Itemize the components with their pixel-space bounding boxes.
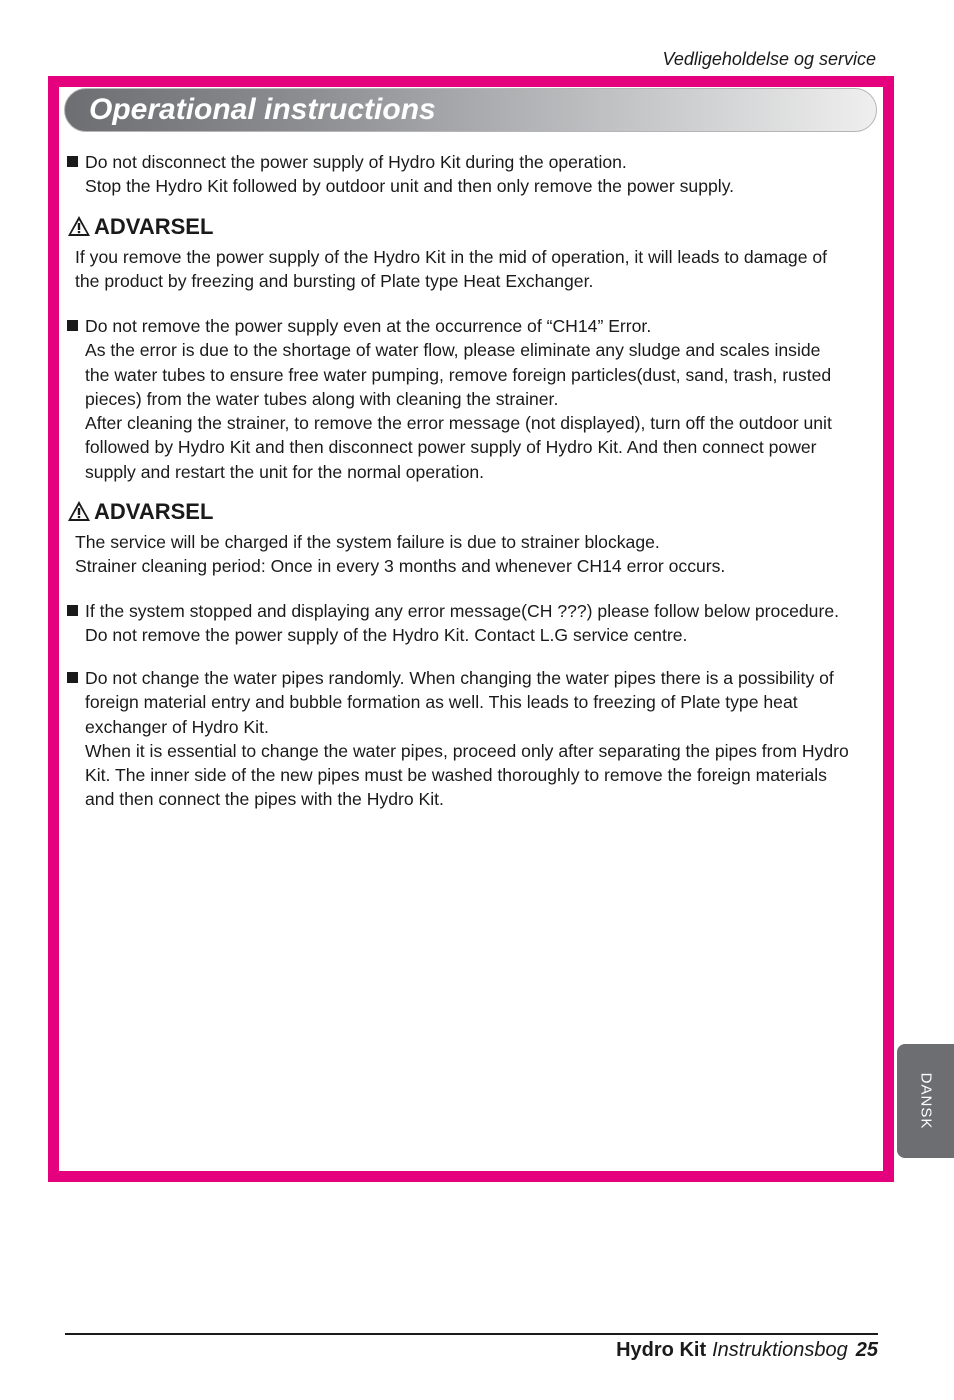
title-bar	[64, 88, 877, 132]
bullet-line: the water tubes to ensure free water pumping, remove foreign particles(dust, sand, trash, rusted	[85, 364, 832, 385]
warning-label: ADVARSEL	[94, 499, 214, 524]
bullet-line: followed by Hydro Kit and then disconnect power supply of Hydro Kit. And then connect power	[85, 437, 817, 458]
bullet-line: After cleaning the strainer, to remove the error message (not displayed), turn off the outdoor unit	[85, 413, 832, 434]
warning-block	[67, 498, 877, 579]
bullet-line: supply and restart the unit for the normal operation.	[85, 461, 485, 482]
bullet-item	[67, 150, 877, 199]
panel-title: Operational instructions	[89, 93, 436, 126]
bullet-item	[67, 599, 877, 648]
footer	[616, 1337, 878, 1363]
square-bullet-icon	[67, 672, 78, 683]
bullet-line: Kit. The inner side of the new pipes must be washed thoroughly to remove the foreign materials	[85, 765, 827, 786]
square-bullet-icon	[67, 320, 78, 331]
warning-line: If you remove the power supply of the Hydro Kit in the mid of operation, it will leads to damage of	[75, 247, 828, 267]
warning-label: ADVARSEL	[94, 214, 214, 239]
page-number: 25	[855, 1339, 878, 1361]
footer-brand: Hydro Kit	[616, 1339, 707, 1361]
bullet-line: Stop the Hydro Kit followed by outdoor unit and then only remove the power supply.	[85, 176, 735, 197]
square-bullet-icon	[67, 605, 78, 616]
warning-line: The service will be charged if the system failure is due to strainer blockage.	[75, 532, 660, 552]
bullet-line: foreign material entry and bubble formation as well. This leads to freezing of Plate type heat	[85, 692, 798, 713]
bullet-line: and then connect the pipes with the Hydro Kit.	[85, 789, 444, 810]
square-bullet-icon	[67, 156, 78, 167]
bullet-line: Do not change the water pipes randomly. When changing the water pipes there is a possibility of	[85, 668, 834, 688]
bullet-line: Do not disconnect the power supply of Hydro Kit during the operation.	[85, 152, 627, 172]
bullet-line: Do not remove the power supply even at the occurrence of “CH14” Error.	[85, 316, 652, 336]
language-tab-label: DANSK	[917, 1072, 934, 1130]
footer-divider	[65, 1333, 878, 1335]
bullet-item	[67, 666, 877, 812]
instructions-panel	[48, 76, 894, 1182]
warning-triangle-icon	[67, 500, 91, 522]
language-tab[interactable]	[897, 1044, 954, 1158]
warning-triangle-icon	[67, 215, 91, 237]
warning-line: Strainer cleaning period: Once in every 3 months and whenever CH14 error occurs.	[75, 556, 726, 577]
bullet-line: pieces) from the water tubes along with cleaning the strainer.	[85, 388, 559, 409]
running-header: Vedligeholdelse og service	[662, 49, 876, 69]
warning-line: the product by freezing and bursting of Plate type Heat Exchanger.	[75, 271, 594, 292]
warning-block	[67, 213, 877, 294]
bullet-line: Do not remove the power supply of the Hydro Kit. Contact L.G service centre.	[85, 625, 688, 646]
bullet-line: As the error is due to the shortage of water flow, please eliminate any sludge and scales inside	[85, 340, 821, 361]
bullet-item	[67, 314, 877, 484]
bullet-line: exchanger of Hydro Kit.	[85, 716, 269, 737]
footer-manual-title: Instruktionsbog	[712, 1339, 848, 1361]
bullet-line: When it is essential to change the water pipes, proceed only after separating the pipes from Hydro	[85, 740, 849, 761]
bullet-line: If the system stopped and displaying any error message(CH ???) please follow below procedure.	[85, 601, 839, 621]
